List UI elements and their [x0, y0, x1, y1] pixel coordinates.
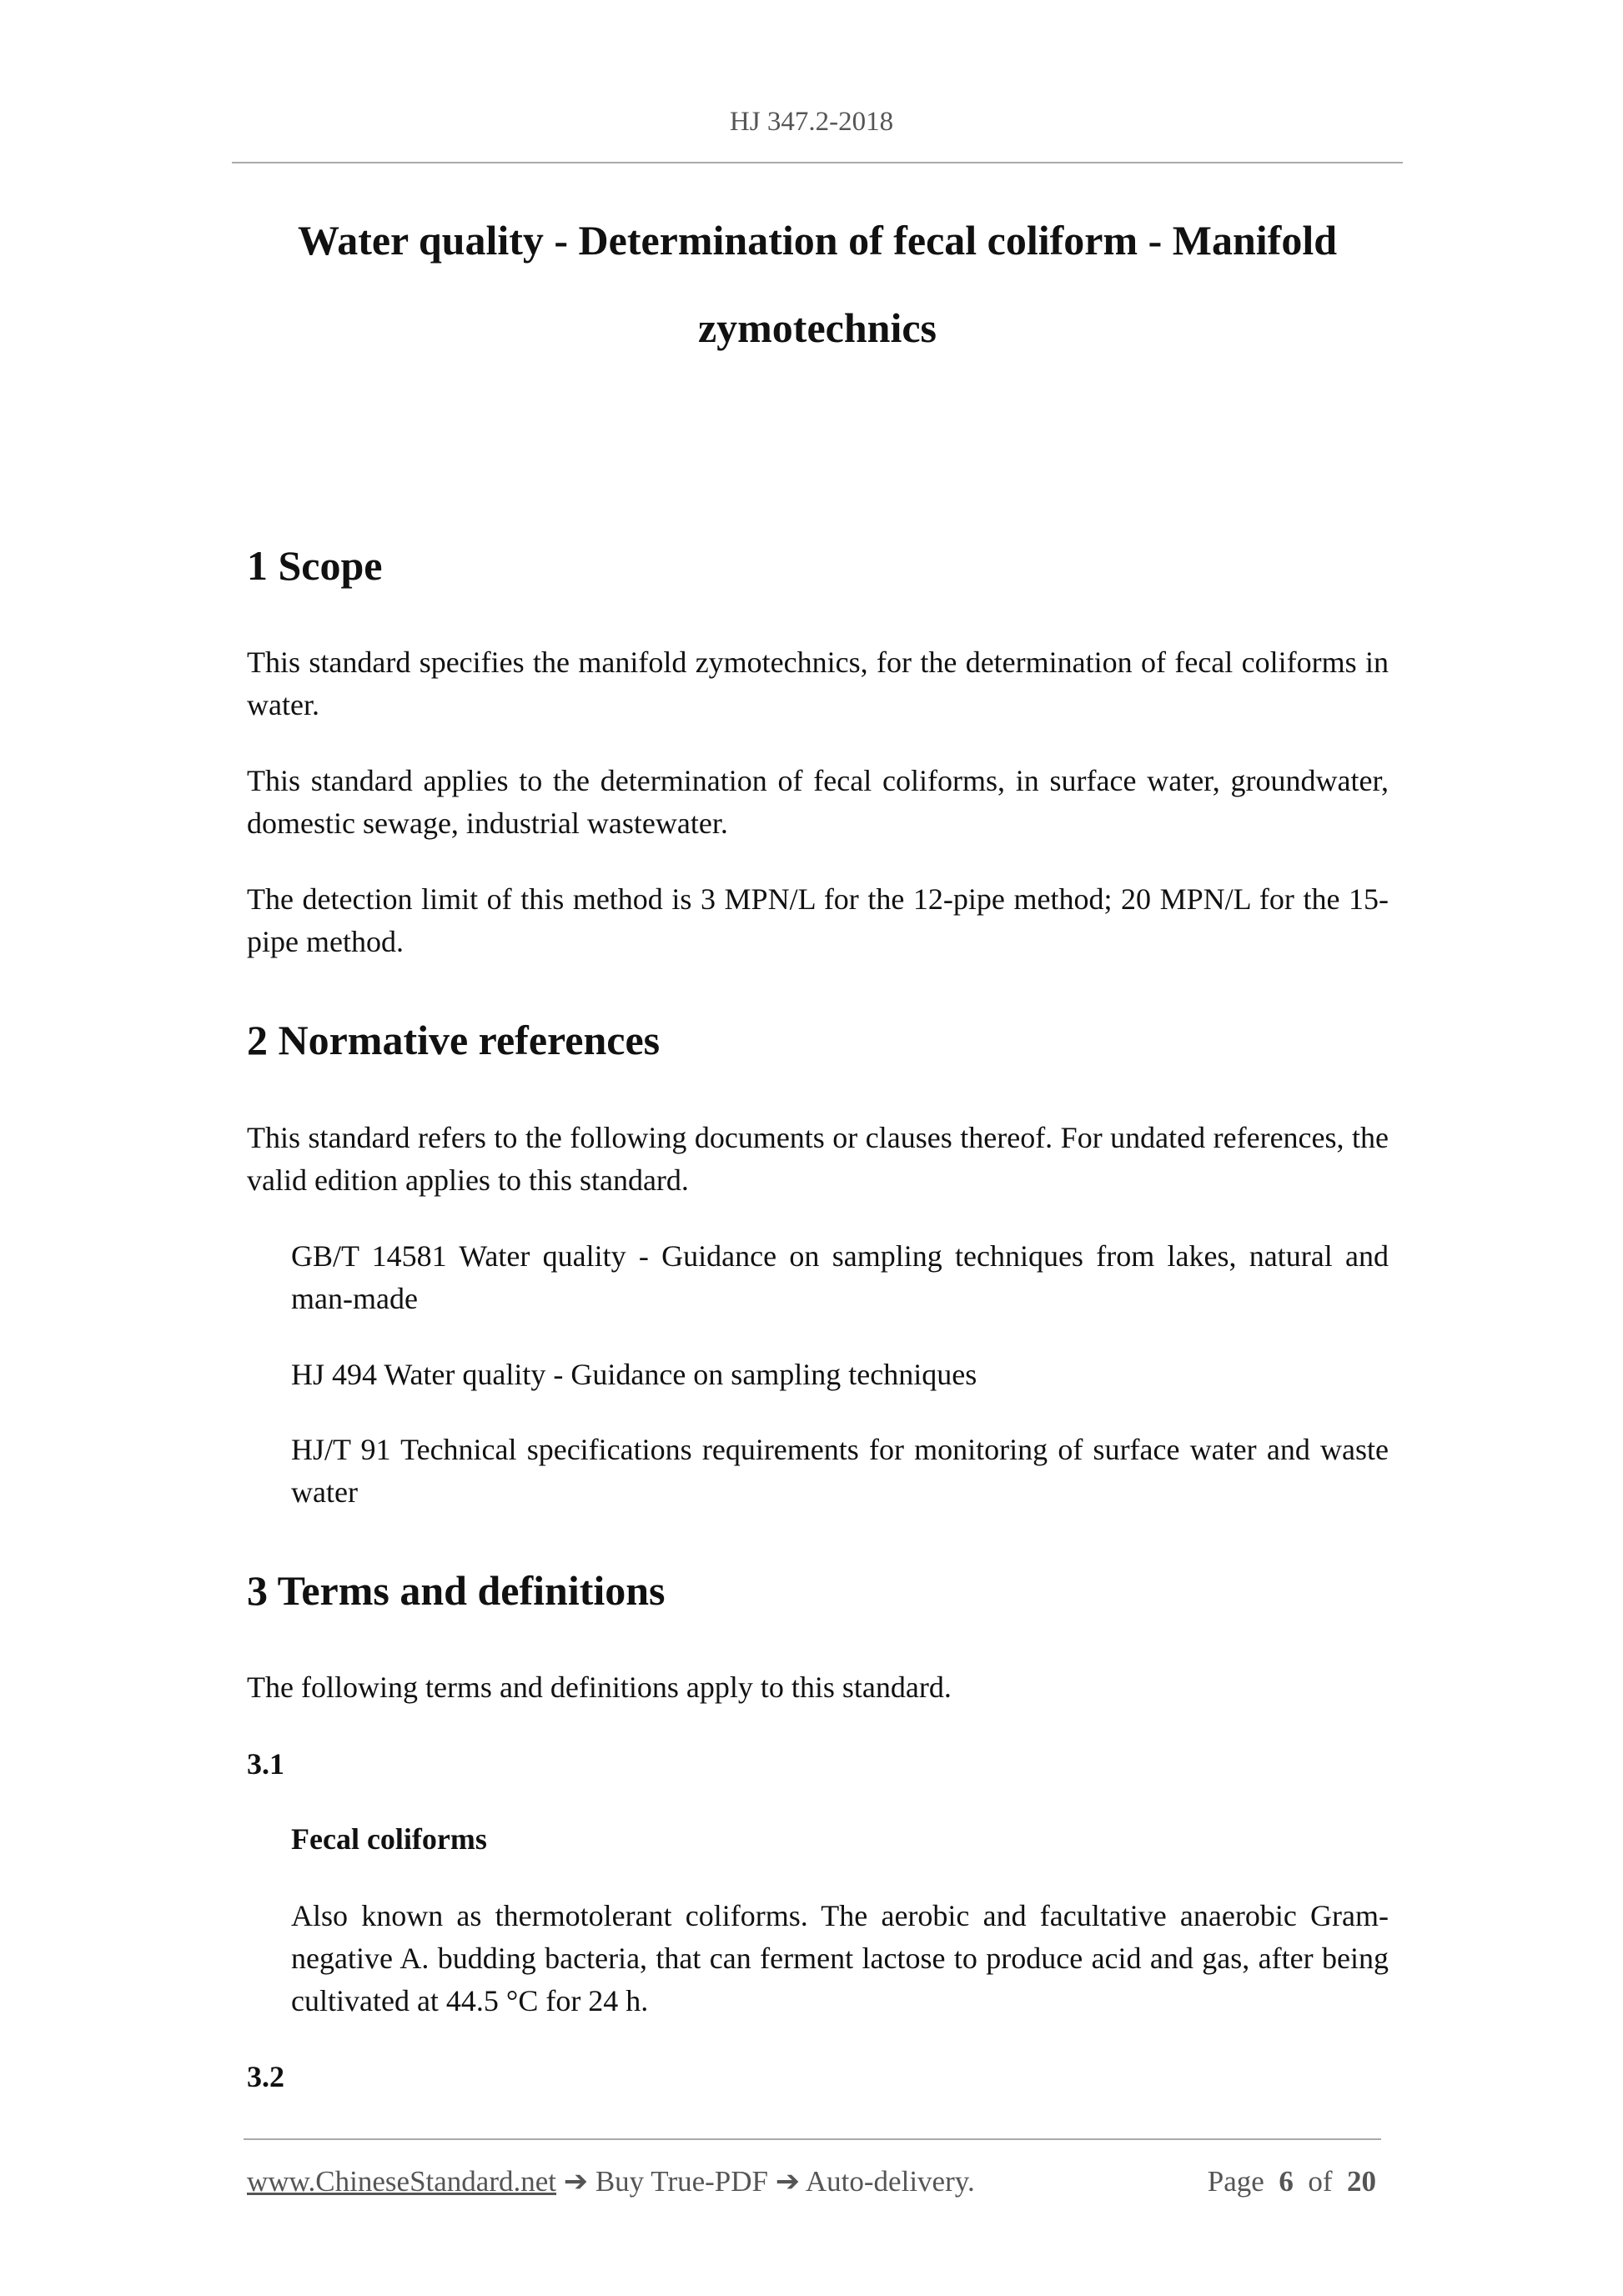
current-page: 6: [1279, 2165, 1294, 2198]
scope-paragraph-3: The detection limit of this method is 3 MPN/L for the 12-pipe method; 20 MPN/L for the 15-pipe method.: [247, 882, 1389, 958]
buy-pdf-text: Buy True-PDF: [595, 2165, 768, 2198]
footer-divider: [244, 2138, 1381, 2140]
document-title-line1: Water quality - Determination of fecal coliform - Manifold: [297, 217, 1338, 264]
term-number: 3.1: [247, 1747, 284, 1781]
of-label: of: [1308, 2165, 1333, 2198]
footer-promo: [247, 2163, 975, 2200]
scope-paragraph-2: This standard applies to the determination of fecal coliforms, in surface water, groundwater, domestic sewage, industrial wastewater.: [247, 764, 1389, 840]
auto-delivery-text: Auto-delivery.: [805, 2165, 975, 2198]
section-heading-scope: 1 Scope: [247, 542, 383, 589]
reference-item: HJ 494 Water quality - Guidance on sampling techniques: [291, 1358, 977, 1391]
section-heading-normative: 2 Normative references: [247, 1017, 661, 1063]
header-divider: [232, 162, 1403, 163]
document-title-line2: zymotechnics: [697, 304, 937, 351]
section-heading-terms: 3 Terms and definitions: [247, 1567, 666, 1614]
arrow-right-icon: ➔: [563, 2165, 589, 2198]
page-label: Page: [1207, 2165, 1264, 2198]
total-pages: 20: [1347, 2165, 1376, 2198]
term-number: 3.2: [247, 2060, 284, 2093]
document-code-header: HJ 347.2-2018: [729, 107, 894, 137]
term-definition: Also known as thermotolerant coliforms. The aerobic and facultative anaerobic Gram-negative A. budding bacteria, that can ferment lactose to produce acid and gas, after being cultivated at 44.5 °C for 24 h.: [291, 1899, 1389, 2017]
term-name: Fecal coliforms: [291, 1822, 487, 1856]
chinese-standard-link[interactable]: www.ChineseStandard.net: [247, 2165, 556, 2198]
reference-item: GB/T 14581 Water quality - Guidance on sampling techniques from lakes, natural and man-made: [291, 1239, 1389, 1315]
normative-intro: This standard refers to the following documents or clauses thereof. For undated references, the valid edition applies to this standard.: [247, 1121, 1389, 1197]
reference-item: HJ/T 91 Technical specifications requirements for monitoring of surface water and waste water: [291, 1433, 1389, 1509]
arrow-right-icon: ➔: [775, 2165, 801, 2198]
terms-intro: The following terms and definitions apply to this standard.: [247, 1671, 952, 1704]
page-number: [1208, 2163, 1376, 2200]
scope-paragraph-1: This standard specifies the manifold zymotechnics, for the determination of fecal coliforms in water.: [247, 646, 1389, 721]
